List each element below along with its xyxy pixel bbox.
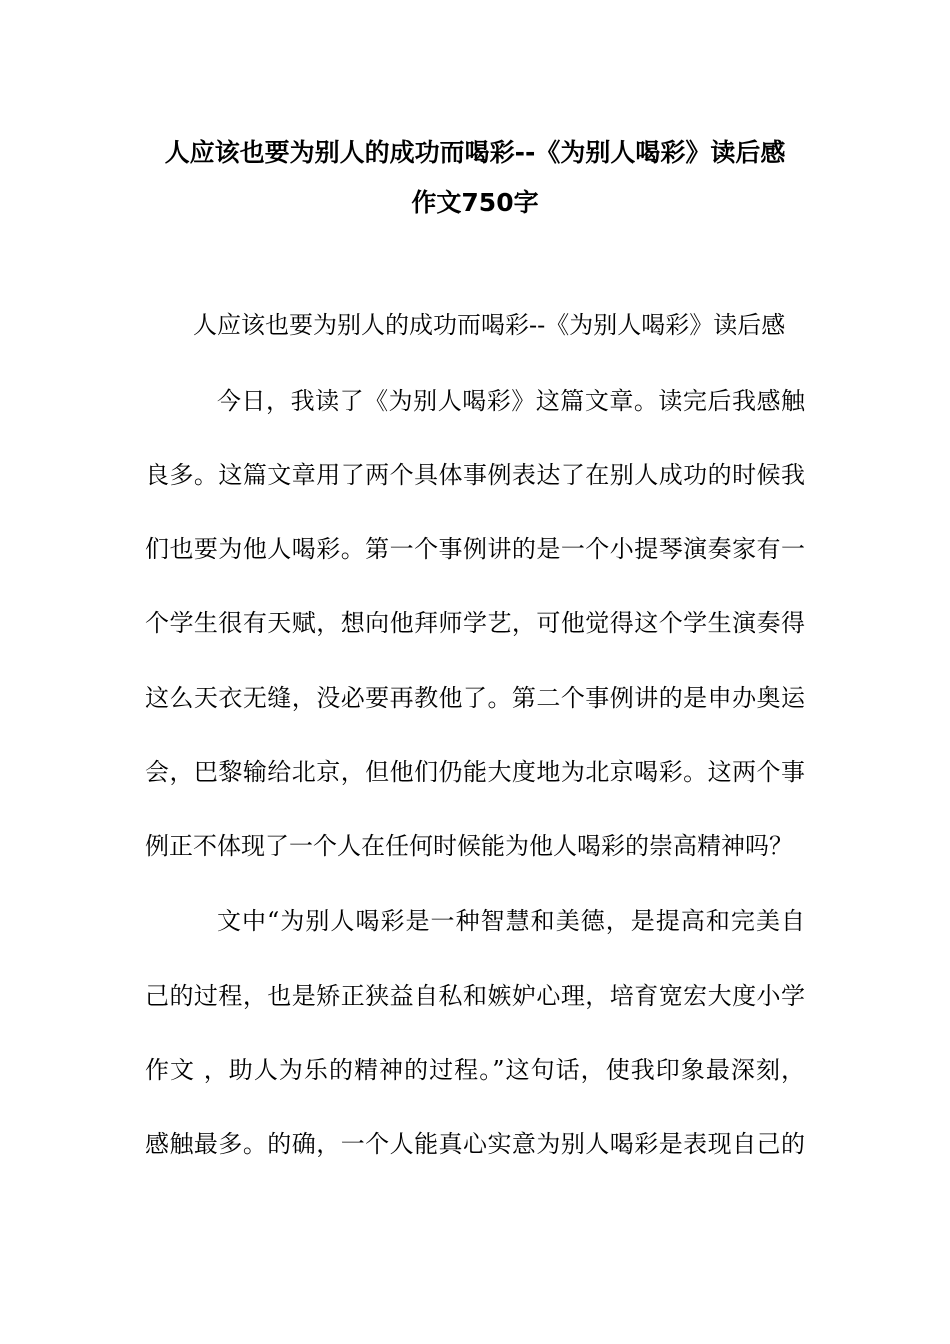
paragraph-2-line-2: 己的过程，也是矫正狭益自私和嫉妒心理，培育宽宏大度小学 [145,982,805,1010]
paragraph-1-line-5: 这么天衣无缝，没必要再教他了。第二个事例讲的是申办奥运 [145,684,805,712]
paragraph-1-line-7: 例正不体现了一个人在任何时候能为他人喝彩的崇高精神吗？ [145,832,793,860]
document-title-line-1: 人应该也要为别人的成功而喝彩--《为别人喝彩》读后感 [164,138,786,167]
paragraph-1-line-2: 良多。这篇文章用了两个具体事例表达了在别人成功的时候我 [145,461,805,489]
paragraph-1-line-1: 今日，我读了《为别人喝彩》这篇文章。读完后我感触 [217,387,805,415]
paragraph-1-line-6: 会，巴黎输给北京，但他们仍能大度地为北京喝彩。这两个事 [145,758,805,786]
paragraph-2-line-1: 文中“为别人喝彩是一种智慧和美德，是提高和完美自 [217,907,805,935]
body-subtitle: 人应该也要为别人的成功而喝彩--《为别人喝彩》读后感 [193,311,786,339]
paragraph-1-line-3: 们也要为他人喝彩。第一个事例讲的是一个小提琴演奏家有一 [145,535,805,563]
document-title-line-2: 作文750字 [411,188,539,217]
paragraph-2-line-3: 作文 ，助人为乐的精神的过程。”这句话，使我印象最深刻， [145,1056,805,1084]
paragraph-2-line-4: 感触最多。的确，一个人能真心实意为别人喝彩是表现自己的 [145,1130,805,1158]
paragraph-1-line-4: 个学生很有天赋，想向他拜师学艺，可他觉得这个学生演奏得 [145,609,805,637]
